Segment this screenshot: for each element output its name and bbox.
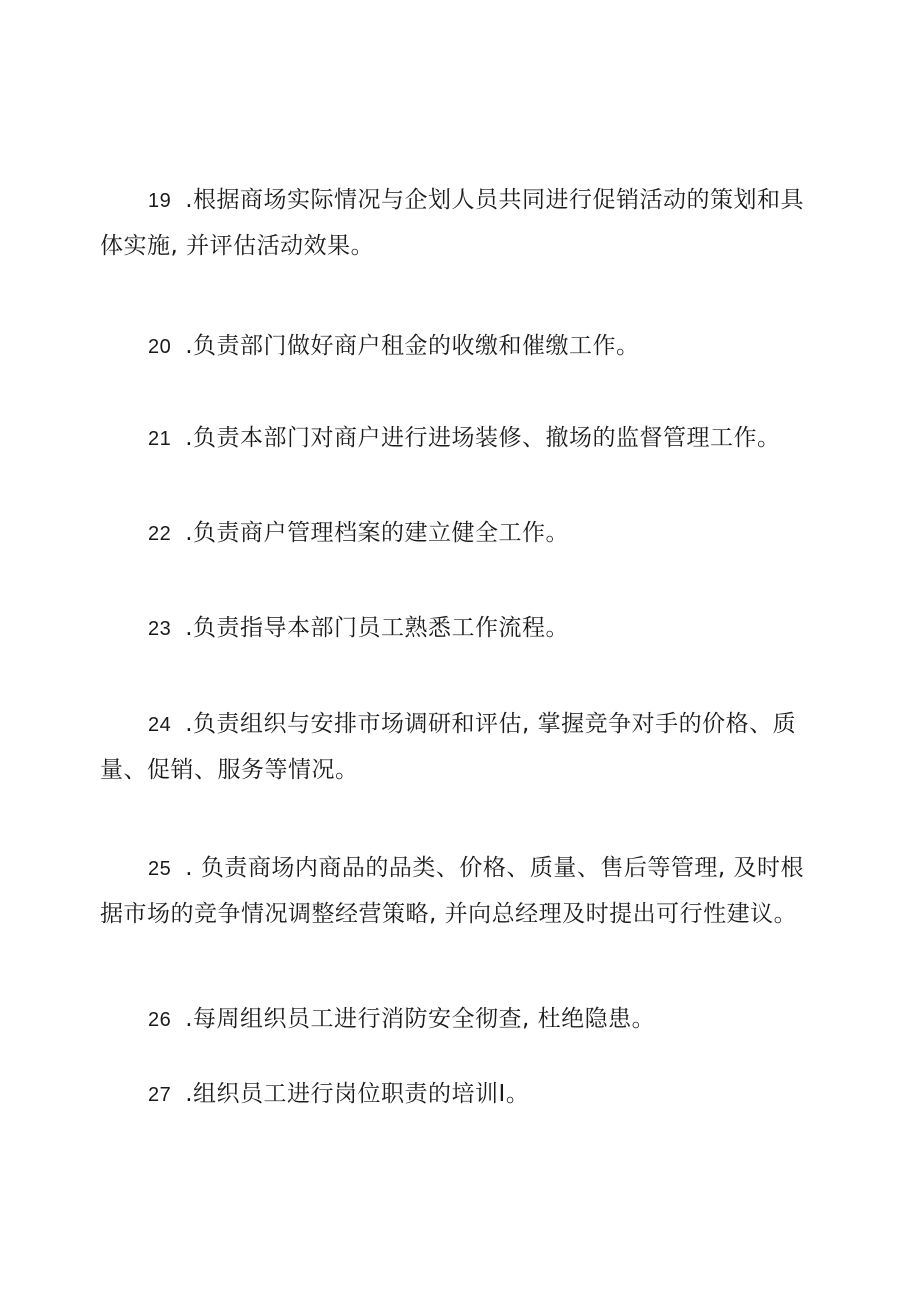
item-number: 24	[148, 714, 172, 736]
list-item	[100, 997, 825, 1043]
item-number: 22	[148, 523, 172, 545]
list-item	[100, 324, 825, 370]
list-item	[100, 178, 825, 269]
item-text: .负责部门做好商户租金的收缴和催缴工作。	[185, 333, 640, 359]
item-text: .负责商户管理档案的建立健全工作。	[185, 520, 570, 546]
list-item	[100, 511, 825, 557]
item-text: .负责本部门对商户进行进场装修、撤场的监督管理工作。	[185, 425, 781, 451]
item-number: 21	[148, 428, 172, 450]
item-text: .每周组织员工进行消防安全彻查, 杜绝隐患。	[185, 1006, 656, 1032]
item-text: .负责指导本部门员工熟悉工作流程。	[185, 615, 570, 641]
item-number: 25	[148, 858, 172, 880]
item-text: .根据商场实际情况与企划人员共同进行促销活动的策划和具体实施, 并评估活动效果。	[100, 187, 805, 259]
item-text: .组织员工进行岗位职责的培训I。	[185, 1081, 530, 1107]
item-text: . 负责商场内商品的品类、价格、质量、售后等管理, 及时根据市场的竞争情况调整经营策略, 并向总经理及时提出可行性建议。	[100, 855, 804, 927]
item-number: 26	[148, 1009, 172, 1031]
list-item	[100, 1072, 825, 1118]
list-item	[100, 846, 825, 937]
list-item	[100, 606, 825, 652]
list-item	[100, 702, 825, 793]
item-number: 20	[148, 336, 172, 358]
item-text: .负责组织与安排市场调研和评估, 掌握竞争对手的价格、质量、促销、服务等情况。	[100, 711, 797, 783]
item-number: 27	[148, 1084, 172, 1106]
item-number: 23	[148, 618, 172, 640]
list-item	[100, 416, 825, 462]
item-number: 19	[148, 190, 172, 212]
